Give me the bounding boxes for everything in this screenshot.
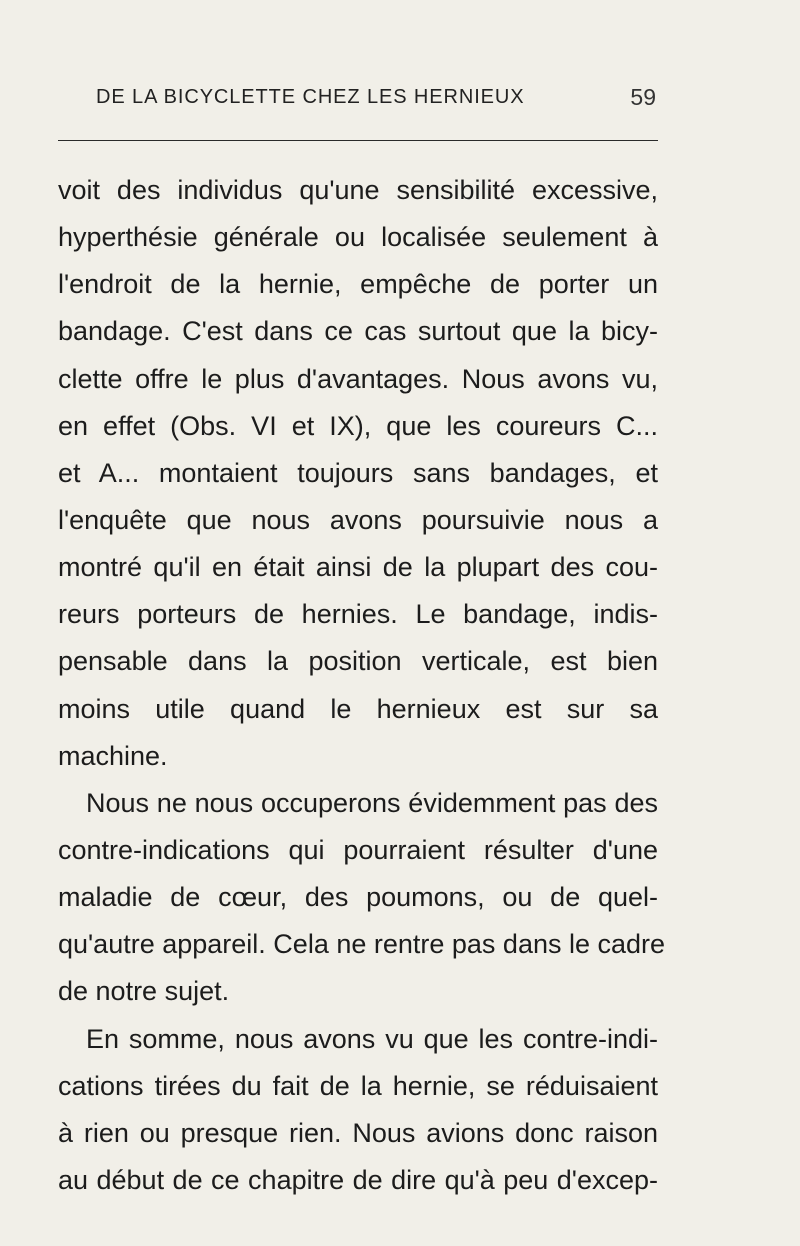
text-line: voit des individus qu'une sensibilité excessive, [58, 175, 658, 205]
text-line: clette offre le plus d'avantages. Nous avons vu, [58, 363, 658, 394]
text-line: l'endroit de la hernie, empêche de porter un [58, 269, 658, 300]
text-line: au début de ce chapitre de dire qu'à peu d'excep- [58, 1164, 658, 1195]
text-line: pensable dans la position verticale, est bien [58, 646, 658, 677]
running-header [96, 86, 656, 116]
body-text [58, 167, 666, 1204]
text-line: en effet (Obs. VI et IX), que les coureurs C... [58, 410, 658, 441]
text-line: de notre sujet. [58, 976, 230, 1007]
running-title: DE LA BICYCLETTE CHEZ LES HERNIEUX [96, 86, 525, 108]
text-line: l'enquête que nous avons poursuivie nous a [58, 504, 658, 535]
text-line: machine. [58, 740, 168, 771]
text-line: et A... montaient toujours sans bandages, et [58, 457, 658, 488]
text-line: montré qu'il en était ainsi de la plupart des cou- [58, 552, 658, 583]
text-line: En somme, nous avons vu que les contre-indi- [86, 1023, 658, 1054]
header-rule [58, 140, 658, 141]
text-line: hyperthésie générale ou localisée seulement à [58, 222, 658, 253]
text-line: qu'autre appareil. Cela ne rentre pas dans le cadre [58, 929, 666, 960]
text-line: reurs porteurs de hernies. Le bandage, indis- [58, 599, 658, 630]
text-line: bandage. C'est dans ce cas surtout que la bicy- [58, 316, 658, 347]
text-line: cations tirées du fait de la hernie, se réduisaient [58, 1070, 658, 1101]
text-line: à rien ou presque rien. Nous avions donc raison [58, 1117, 658, 1148]
page-number: 59 [630, 84, 656, 110]
text-line: moins utile quand le hernieux est sur sa [58, 693, 658, 724]
text-line: maladie de cœur, des poumons, ou de quel- [58, 882, 658, 913]
text-line: contre-indications qui pourraient résulter d'une [58, 834, 658, 865]
text-line: Nous ne nous occuperons évidemment pas des [86, 787, 658, 818]
